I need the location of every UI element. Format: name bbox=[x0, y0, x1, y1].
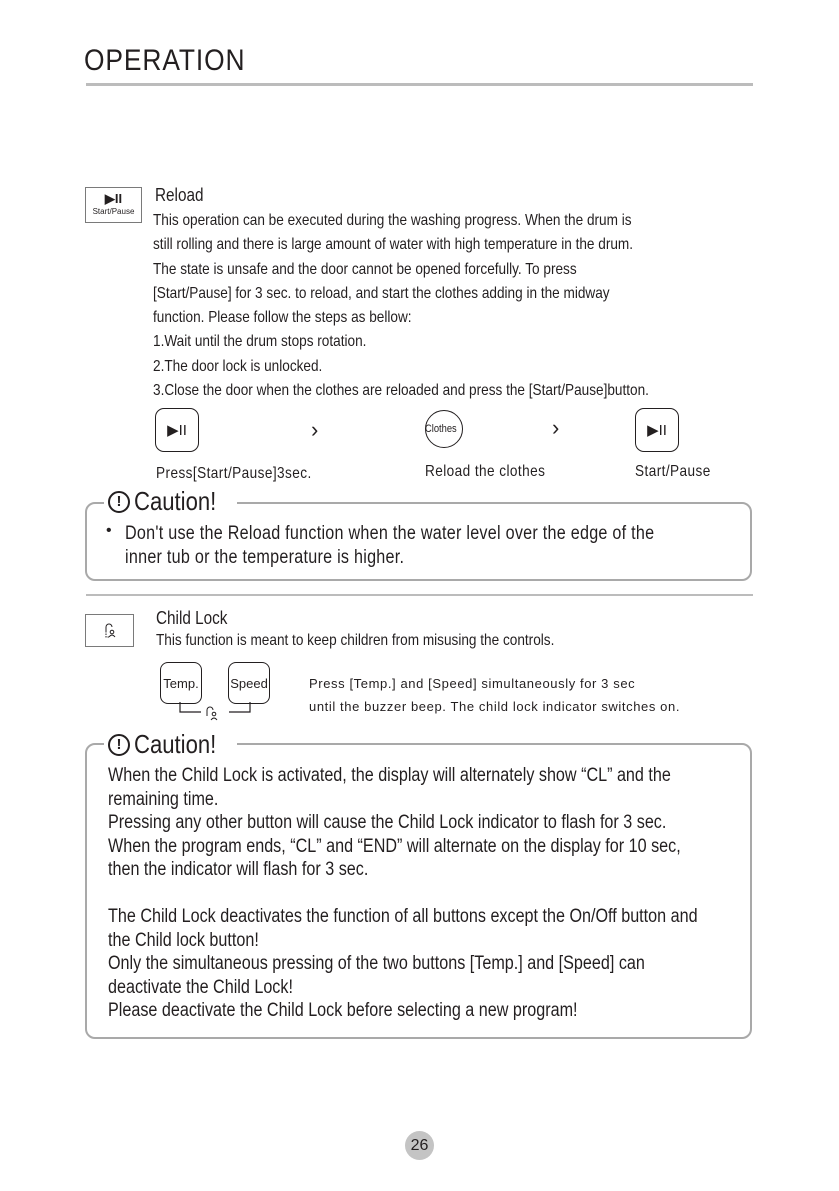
instruction-line: until the buzzer beep. The child lock indicator switches on. bbox=[309, 699, 681, 714]
bullet-icon: • bbox=[106, 522, 112, 539]
caution-line: When the Child Lock is activated, the display will alternately show “CL” and the bbox=[108, 765, 671, 786]
child-lock-description: This function is meant to keep children from misusing the controls. bbox=[156, 632, 555, 649]
reload-line: function. Please follow the steps as bellow: bbox=[153, 309, 412, 327]
step-start-pause-icon bbox=[155, 408, 199, 452]
caution-text bbox=[108, 764, 698, 1023]
play-pause-icon: ▶II bbox=[104, 191, 123, 206]
caution-line: The Child Lock deactivates the function of all buttons except the On/Off button and bbox=[108, 906, 698, 927]
caution-line: inner tub or the temperature is higher. bbox=[125, 547, 405, 568]
start-pause-key-label: Start/Pause bbox=[92, 207, 135, 216]
reload-paragraph bbox=[153, 209, 649, 403]
caution-text bbox=[125, 522, 654, 570]
exclamation-circle-icon: ! bbox=[108, 734, 130, 756]
instruction-line: Press [Temp.] and [Speed] simultaneously for 3 sec bbox=[309, 676, 636, 691]
caution-line: Only the simultaneous pressing of the two buttons [Temp.] and [Speed] can bbox=[108, 953, 645, 974]
play-pause-icon: ▶II bbox=[167, 422, 187, 439]
reload-line: This operation can be executed during the washing progress. When the drum is bbox=[153, 212, 632, 229]
reload-line: [Start/Pause] for 3 sec. to reload, and start the clothes adding in the midway bbox=[153, 284, 610, 302]
child-lock-instruction bbox=[309, 672, 680, 718]
child-lock-key-icon bbox=[85, 614, 134, 647]
speed-key-label: Speed bbox=[230, 675, 268, 691]
reload-heading: Reload bbox=[155, 185, 204, 205]
reload-line: The state is unsafe and the door cannot be opened forcefully. To press bbox=[153, 260, 577, 278]
caution-line: Please deactivate the Child Lock before selecting a new program! bbox=[108, 1000, 578, 1021]
chevron-right-icon: › bbox=[311, 417, 319, 442]
reload-step-3: 3.Close the door when the clothes are reloaded and press the [Start/Pause]button. bbox=[153, 382, 649, 400]
caution-line: remaining time. bbox=[108, 788, 219, 810]
page-title: OPERATION bbox=[84, 44, 246, 77]
reload-step-1: 1.Wait until the drum stops rotation. bbox=[153, 333, 367, 351]
section-divider bbox=[86, 594, 753, 596]
exclamation-circle-icon: ! bbox=[108, 491, 130, 513]
caution-line: When the program ends, “CL” and “END” will alternate on the display for 10 sec, bbox=[108, 835, 681, 857]
clothes-button-icon bbox=[425, 410, 463, 448]
caution-line: Pressing any other button will cause the Child Lock indicator to flash for 3 sec. bbox=[108, 812, 667, 833]
caution-header bbox=[104, 729, 237, 760]
child-lock-heading: Child Lock bbox=[156, 608, 228, 628]
page-number-badge: 26 bbox=[405, 1131, 434, 1160]
play-pause-icon: ▶II bbox=[647, 422, 667, 439]
chevron-right-icon: › bbox=[552, 415, 560, 440]
caution-header bbox=[104, 486, 237, 517]
caution-line: Don't use the Reload function when the water level over the edge of the bbox=[125, 523, 655, 544]
step-caption-reload: Reload the clothes bbox=[425, 463, 546, 480]
clothes-label: Clothes bbox=[425, 423, 458, 435]
temp-key-icon bbox=[160, 662, 202, 704]
caution-line: deactivate the Child Lock! bbox=[108, 976, 293, 998]
reload-step-2: 2.The door lock is unlocked. bbox=[153, 357, 323, 375]
start-pause-key-icon bbox=[85, 187, 142, 223]
caution-title: Caution! bbox=[134, 486, 217, 516]
reload-line: still rolling and there is large amount of water with high temperature in the drum. bbox=[153, 236, 634, 254]
caution-line: the Child lock button! bbox=[108, 929, 259, 951]
caution-line: then the indicator will flash for 3 sec. bbox=[108, 859, 369, 880]
key-combo-connector-icon bbox=[175, 702, 255, 722]
blank-line bbox=[108, 882, 698, 906]
step-start-pause-icon bbox=[635, 408, 679, 452]
step-caption-press: Press[Start/Pause]3sec. bbox=[156, 465, 312, 482]
temp-key-label: Temp. bbox=[163, 675, 199, 691]
title-divider bbox=[86, 83, 753, 86]
child-lock-icon bbox=[103, 623, 117, 639]
step-caption-start: Start/Pause bbox=[635, 463, 711, 480]
caution-title: Caution! bbox=[134, 729, 217, 759]
speed-key-icon bbox=[228, 662, 270, 704]
